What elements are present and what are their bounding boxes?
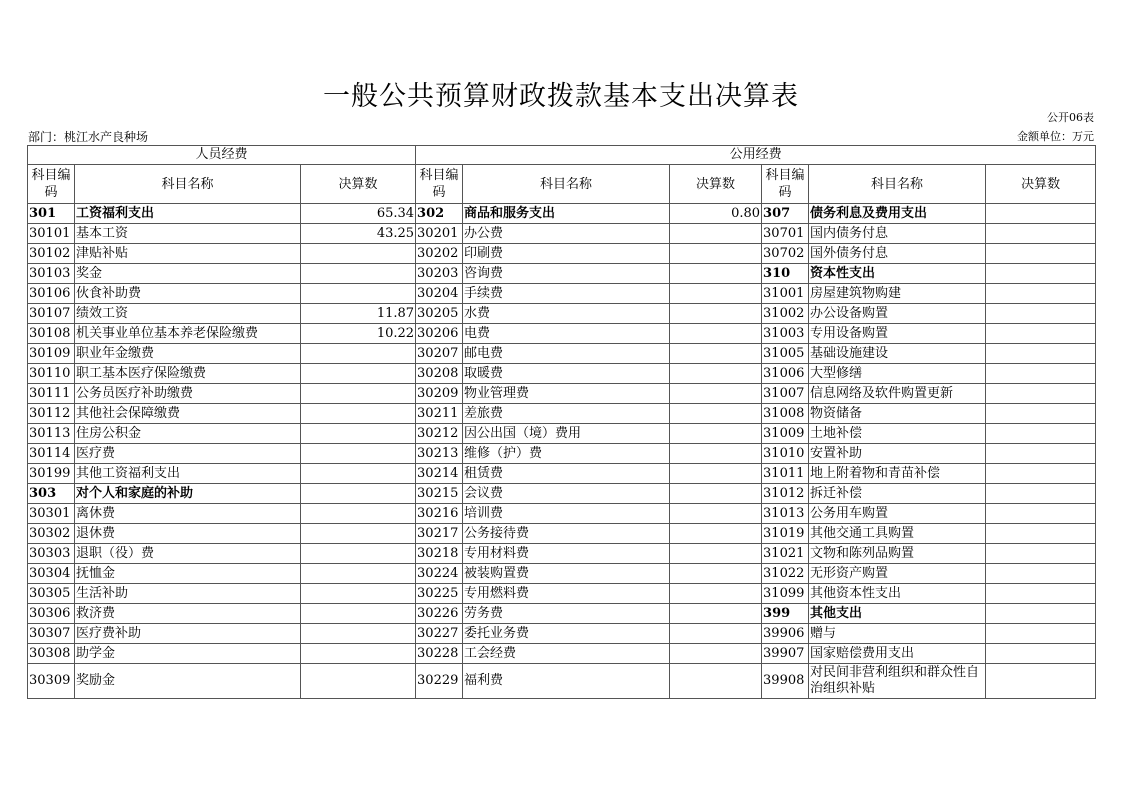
cell-name: 物业管理费: [463, 384, 670, 404]
cell-amount: [986, 664, 1096, 699]
cell-amount: [301, 444, 416, 464]
cell-code: 30202: [416, 244, 463, 264]
table-row: [28, 484, 1096, 504]
cell-code: 30701: [762, 224, 809, 244]
cell-name: 咨询费: [463, 264, 670, 284]
cell-name: 物资储备: [809, 404, 986, 424]
cell-name: 委托业务费: [463, 624, 670, 644]
cell-amount: [301, 644, 416, 664]
cell-amount: [301, 484, 416, 504]
cell-name: 专用燃料费: [463, 584, 670, 604]
cell-code: 30203: [416, 264, 463, 284]
cell-code: 30109: [28, 344, 75, 364]
department-label: 部门：桃江水产良种场: [28, 130, 149, 144]
form-number: 公开06表: [1047, 111, 1094, 124]
cell-name: 办公设备购置: [809, 304, 986, 324]
cell-code: 30307: [28, 624, 75, 644]
cell-amount: [670, 264, 762, 284]
table-row: [28, 624, 1096, 644]
cell-name: 劳务费: [463, 604, 670, 624]
cell-amount: [301, 544, 416, 564]
cell-amount: [986, 544, 1096, 564]
cell-code: 30308: [28, 644, 75, 664]
cell-name: 住房公积金: [75, 424, 301, 444]
cell-code: 30214: [416, 464, 463, 484]
cell-name: 国外债务付息: [809, 244, 986, 264]
cell-code: 30306: [28, 604, 75, 624]
cell-code: 301: [28, 204, 75, 224]
cell-amount: [670, 624, 762, 644]
cell-amount: [301, 604, 416, 624]
cell-name: 拆迁补偿: [809, 484, 986, 504]
cell-code: 30207: [416, 344, 463, 364]
cell-amount: [301, 504, 416, 524]
cell-name: 因公出国（境）费用: [463, 424, 670, 444]
cell-name: 被装购置费: [463, 564, 670, 584]
table-row: [28, 504, 1096, 524]
cell-amount: [986, 284, 1096, 304]
cell-amount: [986, 504, 1096, 524]
cell-name: 国内债务付息: [809, 224, 986, 244]
cell-amount: [670, 324, 762, 344]
table-row: [28, 424, 1096, 444]
cell-amount: [670, 584, 762, 604]
cell-amount: [301, 264, 416, 284]
expenditure-table: [27, 145, 1096, 699]
cell-code: 31003: [762, 324, 809, 344]
cell-name: 专用设备购置: [809, 324, 986, 344]
cell-amount: [670, 564, 762, 584]
cell-amount: [986, 644, 1096, 664]
cell-name: 职业年金缴费: [75, 344, 301, 364]
cell-code: 310: [762, 264, 809, 284]
cell-code: 31006: [762, 364, 809, 384]
cell-amount: [301, 344, 416, 364]
cell-amount: [670, 604, 762, 624]
cell-name: 印刷费: [463, 244, 670, 264]
cell-name: 邮电费: [463, 344, 670, 364]
cell-code: 399: [762, 604, 809, 624]
cell-code: 30108: [28, 324, 75, 344]
cell-code: 30106: [28, 284, 75, 304]
cell-amount: [301, 404, 416, 424]
cell-amount: [986, 324, 1096, 344]
table-row: [28, 604, 1096, 624]
cell-name: 离休费: [75, 504, 301, 524]
cell-amount: [301, 524, 416, 544]
cell-code: 30301: [28, 504, 75, 524]
cell-code: 30206: [416, 324, 463, 344]
cell-amount: [670, 444, 762, 464]
cell-name: 福利费: [463, 664, 670, 699]
cell-code: 30112: [28, 404, 75, 424]
cell-amount: [301, 384, 416, 404]
cell-name: 医疗费补助: [75, 624, 301, 644]
cell-code: 30212: [416, 424, 463, 444]
cell-name: 公务员医疗补助缴费: [75, 384, 301, 404]
cell-name: 商品和服务支出: [463, 204, 670, 224]
cell-amount: [670, 544, 762, 564]
cell-name: 其他资本性支出: [809, 584, 986, 604]
cell-name: 其他支出: [809, 604, 986, 624]
cell-amount: [301, 564, 416, 584]
cell-name: 基础设施建设: [809, 344, 986, 364]
cell-amount: [986, 404, 1096, 424]
table-row: [28, 564, 1096, 584]
cell-code: 30702: [762, 244, 809, 264]
cell-code: 303: [28, 484, 75, 504]
cell-name: 绩效工资: [75, 304, 301, 324]
cell-code: 31012: [762, 484, 809, 504]
header-amount: 决算数: [670, 165, 762, 204]
cell-code: 30114: [28, 444, 75, 464]
cell-code: 30107: [28, 304, 75, 324]
cell-code: 31021: [762, 544, 809, 564]
cell-code: 30110: [28, 364, 75, 384]
cell-code: 31009: [762, 424, 809, 444]
table-row: [28, 584, 1096, 604]
cell-amount: [670, 404, 762, 424]
cell-name: 公务用车购置: [809, 504, 986, 524]
cell-name: 工资福利支出: [75, 204, 301, 224]
cell-amount: [986, 344, 1096, 364]
cell-amount: [301, 464, 416, 484]
cell-amount: [986, 264, 1096, 284]
cell-amount: [670, 284, 762, 304]
cell-code: 30229: [416, 664, 463, 699]
cell-code: 31008: [762, 404, 809, 424]
cell-code: 30102: [28, 244, 75, 264]
cell-name: 租赁费: [463, 464, 670, 484]
cell-name: 房屋建筑物购建: [809, 284, 986, 304]
cell-amount: [986, 224, 1096, 244]
cell-amount: 65.34: [301, 204, 416, 224]
cell-code: 31022: [762, 564, 809, 584]
cell-amount: [670, 364, 762, 384]
cell-amount: [670, 484, 762, 504]
cell-amount: [670, 244, 762, 264]
cell-amount: [301, 424, 416, 444]
header-code: 科目编码: [762, 165, 809, 204]
cell-code: 30304: [28, 564, 75, 584]
cell-name: 水费: [463, 304, 670, 324]
cell-code: 30302: [28, 524, 75, 544]
cell-code: 30101: [28, 224, 75, 244]
table-row: [28, 304, 1096, 324]
cell-amount: [670, 644, 762, 664]
cell-amount: [670, 304, 762, 324]
cell-amount: [670, 344, 762, 364]
table-row: [28, 384, 1096, 404]
cell-amount: [986, 564, 1096, 584]
cell-code: 30205: [416, 304, 463, 324]
cell-code: 31019: [762, 524, 809, 544]
cell-name: 资本性支出: [809, 264, 986, 284]
cell-name: 办公费: [463, 224, 670, 244]
table-row: [28, 664, 1096, 699]
cell-name: 债务利息及费用支出: [809, 204, 986, 224]
cell-code: 30217: [416, 524, 463, 544]
cell-amount: [986, 204, 1096, 224]
cell-name: 机关事业单位基本养老保险缴费: [75, 324, 301, 344]
cell-name: 其他工资福利支出: [75, 464, 301, 484]
cell-code: 302: [416, 204, 463, 224]
cell-amount: [301, 664, 416, 699]
cell-amount: 43.25: [301, 224, 416, 244]
cell-code: 39906: [762, 624, 809, 644]
group-public: 公用经费: [416, 146, 1096, 165]
cell-code: 30113: [28, 424, 75, 444]
header-code: 科目编码: [416, 165, 463, 204]
cell-name: 安置补助: [809, 444, 986, 464]
table-row: [28, 344, 1096, 364]
cell-code: 31011: [762, 464, 809, 484]
cell-name: 救济费: [75, 604, 301, 624]
cell-name: 地上附着物和青苗补偿: [809, 464, 986, 484]
cell-name: 奖金: [75, 264, 301, 284]
cell-amount: [986, 584, 1096, 604]
cell-name: 奖励金: [75, 664, 301, 699]
cell-amount: [301, 284, 416, 304]
cell-amount: [670, 664, 762, 699]
cell-name: 生活补助: [75, 584, 301, 604]
cell-name: 差旅费: [463, 404, 670, 424]
cell-code: 30215: [416, 484, 463, 504]
table-row: [28, 324, 1096, 344]
cell-name: 医疗费: [75, 444, 301, 464]
cell-name: 维修（护）费: [463, 444, 670, 464]
cell-code: 30305: [28, 584, 75, 604]
cell-name: 抚恤金: [75, 564, 301, 584]
cell-code: 30226: [416, 604, 463, 624]
cell-code: 39907: [762, 644, 809, 664]
cell-code: 30199: [28, 464, 75, 484]
table-row: [28, 444, 1096, 464]
cell-name: 公务接待费: [463, 524, 670, 544]
cell-code: 30201: [416, 224, 463, 244]
cell-name: 退职（役）费: [75, 544, 301, 564]
cell-amount: 11.87: [301, 304, 416, 324]
table-row: [28, 544, 1096, 564]
cell-code: 30225: [416, 584, 463, 604]
table-row: [28, 524, 1096, 544]
cell-code: 30111: [28, 384, 75, 404]
cell-name: 手续费: [463, 284, 670, 304]
column-header-row: [28, 165, 1096, 204]
table-row: [28, 464, 1096, 484]
cell-name: 信息网络及软件购置更新: [809, 384, 986, 404]
cell-name: 土地补偿: [809, 424, 986, 444]
cell-code: 30216: [416, 504, 463, 524]
cell-name: 其他交通工具购置: [809, 524, 986, 544]
cell-amount: 0.80: [670, 204, 762, 224]
header-amount: 决算数: [986, 165, 1096, 204]
cell-amount: [670, 424, 762, 444]
cell-name: 基本工资: [75, 224, 301, 244]
cell-code: 30204: [416, 284, 463, 304]
cell-name: 文物和陈列品购置: [809, 544, 986, 564]
table-row: [28, 264, 1096, 284]
cell-name: 会议费: [463, 484, 670, 504]
cell-amount: [301, 624, 416, 644]
cell-code: 39908: [762, 664, 809, 699]
cell-name: 赠与: [809, 624, 986, 644]
header-code: 科目编码: [28, 165, 75, 204]
cell-amount: [986, 364, 1096, 384]
cell-code: 31013: [762, 504, 809, 524]
cell-code: 31010: [762, 444, 809, 464]
table-row: [28, 284, 1096, 304]
cell-name: 培训费: [463, 504, 670, 524]
cell-code: 307: [762, 204, 809, 224]
cell-name: 对民间非营利组织和群众性自治组织补贴: [809, 664, 986, 699]
cell-code: 30211: [416, 404, 463, 424]
table-row: [28, 644, 1096, 664]
cell-code: 30103: [28, 264, 75, 284]
cell-amount: [986, 604, 1096, 624]
cell-amount: [670, 464, 762, 484]
cell-amount: [301, 364, 416, 384]
cell-amount: [986, 244, 1096, 264]
cell-code: 31002: [762, 304, 809, 324]
group-header-row: [28, 146, 1096, 165]
cell-name: 对个人和家庭的补助: [75, 484, 301, 504]
cell-name: 退休费: [75, 524, 301, 544]
cell-code: 30228: [416, 644, 463, 664]
cell-name: 无形资产购置: [809, 564, 986, 584]
header-name: 科目名称: [809, 165, 986, 204]
page-title: 一般公共预算财政拨款基本支出决算表: [323, 81, 799, 112]
cell-name: 其他社会保障缴费: [75, 404, 301, 424]
cell-code: 30213: [416, 444, 463, 464]
cell-code: 31099: [762, 584, 809, 604]
table-row: [28, 364, 1096, 384]
cell-amount: [670, 504, 762, 524]
table-row: [28, 204, 1096, 224]
cell-name: 国家赔偿费用支出: [809, 644, 986, 664]
cell-code: 30309: [28, 664, 75, 699]
cell-amount: [986, 424, 1096, 444]
cell-name: 取暖费: [463, 364, 670, 384]
cell-amount: [986, 524, 1096, 544]
cell-code: 31007: [762, 384, 809, 404]
cell-amount: [670, 524, 762, 544]
cell-name: 电费: [463, 324, 670, 344]
cell-amount: [986, 384, 1096, 404]
header-name: 科目名称: [463, 165, 670, 204]
cell-code: 30303: [28, 544, 75, 564]
cell-amount: [986, 464, 1096, 484]
cell-amount: [301, 584, 416, 604]
cell-amount: [986, 484, 1096, 504]
cell-amount: [986, 304, 1096, 324]
cell-code: 31005: [762, 344, 809, 364]
cell-name: 伙食补助费: [75, 284, 301, 304]
header-amount: 决算数: [301, 165, 416, 204]
cell-code: 30209: [416, 384, 463, 404]
cell-amount: [670, 224, 762, 244]
table-row: [28, 404, 1096, 424]
amount-unit-label: 金额单位：万元: [1017, 130, 1094, 143]
cell-code: 31001: [762, 284, 809, 304]
table-row: [28, 244, 1096, 264]
cell-name: 专用材料费: [463, 544, 670, 564]
cell-code: 30208: [416, 364, 463, 384]
header-name: 科目名称: [75, 165, 301, 204]
cell-name: 津贴补贴: [75, 244, 301, 264]
cell-name: 大型修缮: [809, 364, 986, 384]
table-row: [28, 224, 1096, 244]
cell-code: 30224: [416, 564, 463, 584]
cell-amount: 10.22: [301, 324, 416, 344]
cell-code: 30227: [416, 624, 463, 644]
cell-amount: [301, 244, 416, 264]
cell-name: 助学金: [75, 644, 301, 664]
group-personnel: 人员经费: [28, 146, 416, 165]
cell-amount: [670, 384, 762, 404]
cell-name: 职工基本医疗保险缴费: [75, 364, 301, 384]
cell-name: 工会经费: [463, 644, 670, 664]
cell-amount: [986, 624, 1096, 644]
cell-code: 30218: [416, 544, 463, 564]
cell-amount: [986, 444, 1096, 464]
